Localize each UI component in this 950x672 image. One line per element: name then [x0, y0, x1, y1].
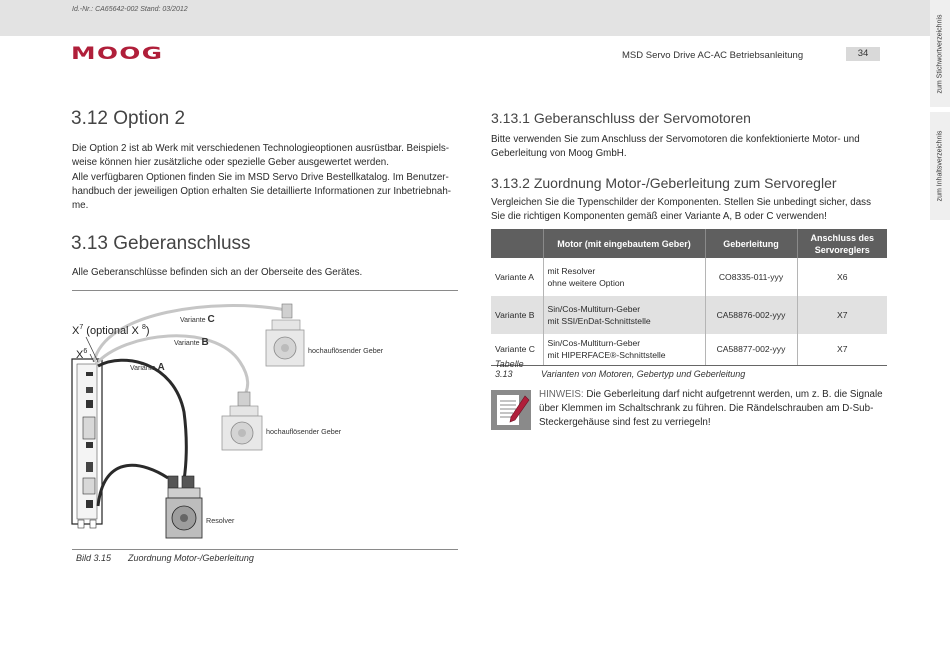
- label-encoder-1: hochauflösender Geber: [308, 346, 384, 355]
- label-x7: $X^7$ (optional X $^8$): [72, 324, 150, 337]
- heading-option-2: 3.12 Option 2: [71, 108, 186, 129]
- cable-cell: CO8335-011-yyy: [705, 258, 797, 296]
- figure-caption: [76, 553, 254, 563]
- tab-keyword-index[interactable]: [930, 0, 950, 107]
- heading-geberanschluss: 3.13 Geberanschluss: [71, 233, 251, 254]
- variant-cell: Variante A: [491, 258, 543, 296]
- cable-cell: CA58876-002-yyy: [705, 296, 797, 334]
- motor-cell: mit Resolver ohne weitere Option: [543, 258, 705, 296]
- table-caption-text: Varianten von Motoren, Gebertyp und Geberleitung: [541, 369, 746, 379]
- variant-cell: Variante C: [491, 334, 543, 365]
- table-row: [491, 258, 887, 296]
- table-header-row: [491, 229, 887, 258]
- heading-geberanschluss-servomotoren: 3.13.1 Geberanschluss der Servomotoren: [491, 110, 751, 126]
- moog-logo: MOOG: [71, 44, 164, 64]
- label-variante-b: Variante B: [174, 337, 209, 348]
- figure-caption-text: Zuordnung Motor-/Geberleitung: [128, 553, 254, 563]
- table-header-cell: [491, 229, 543, 258]
- motor-cell: Sin/Cos-Multiturn-Geber mit SSI/EnDat-Schnittstelle: [543, 296, 705, 334]
- label-variante-c: Variante C: [180, 314, 215, 325]
- variants-table: [491, 229, 887, 366]
- page-number: 34: [846, 47, 880, 61]
- label-encoder-2: hochauflösender Geber: [266, 427, 342, 436]
- motor-cell: Sin/Cos-Multiturn-Geber mit HIPERFACE®-Schnittstelle: [543, 334, 705, 365]
- label-x6: $X^6$: [76, 348, 88, 361]
- encoder-motor-b: [222, 392, 262, 450]
- table-header-cell: Motor (mit eingebautem Geber): [543, 229, 705, 258]
- note-body: Die Geberleitung darf nicht aufgetrennt werden, um z. B. die Signale über Klemmen im Schaltschrank zu führen. Die Rändelschrauben am D-Sub-Steckergehäuse sind fest zu verriegeln!: [539, 389, 883, 428]
- encoder-connection-diagram: [64, 292, 458, 547]
- note-keyword: HINWEIS:: [539, 389, 584, 400]
- port-cell: X7: [797, 334, 887, 365]
- tab-table-of-contents-label: zum Inhaltsverzeichnis: [936, 130, 944, 202]
- cable-cell: CA58877-002-yyy: [705, 334, 797, 365]
- heading-zuordnung: 3.13.2 Zuordnung Motor-/Geberleitung zum Servoregler: [491, 175, 837, 191]
- zuordnung-paragraph: Vergleichen Sie die Typenschilder der Komponenten. Stellen Sie unbedingt sicher, dass Sie die richtigen Komponenten gemäß einer Variante A, B oder C verwenden!: [491, 197, 871, 222]
- note-icon: [491, 390, 531, 430]
- resolver-motor: [166, 476, 202, 538]
- table-header-cell: Geberleitung: [705, 229, 797, 258]
- manual-title: MSD Servo Drive AC-AC Betriebsanleitung: [622, 50, 804, 61]
- port-cell: X6: [836, 272, 848, 282]
- note-text: [539, 388, 889, 430]
- table-row: [491, 296, 887, 334]
- geberanschluss-paragraph: Alle Geberanschlüsse befinden sich an der Oberseite des Gerätes.: [72, 267, 363, 278]
- option-2-paragraph-2: Alle verfügbaren Optionen finden Sie im MSD Servo Drive Bestellkatalog. Im Benutzer-handbuch der jeweiligen Option erhalten Sie detaillierte Informationen zur Inbetriebnah-me.: [72, 172, 452, 211]
- figure-caption-id: Bild 3.15: [76, 553, 112, 563]
- servomotoren-paragraph: Bitte verwenden Sie zum Anschluss der Servomotoren die konfektionierte Motor- und Geberleitung von Moog GmbH.: [491, 134, 860, 159]
- label-resolver: Resolver: [206, 516, 235, 525]
- encoder-motor-c: [266, 304, 304, 366]
- table-caption: [495, 359, 745, 379]
- table-caption-id: Tabelle 3.13: [495, 359, 524, 379]
- figure-top-rule: [72, 290, 458, 291]
- cable-variante-a: [98, 360, 186, 480]
- cable-resolver-motor: [98, 465, 168, 506]
- tab-table-of-contents[interactable]: [930, 112, 950, 220]
- figure-bottom-rule: [72, 549, 458, 550]
- option-2-paragraph-1: Die Option 2 ist ab Werk mit verschiedenen Technologieoptionen ausrüstbar. Beispiels-weise können hier zusätzliche oder spezielle Geber ausgewertet werden.: [72, 143, 450, 168]
- variant-cell: Variante B: [491, 296, 543, 334]
- tab-keyword-index-label: zum Stichwortverzeichnis: [936, 14, 944, 93]
- document-id: Id.-Nr.: CA65642-002 Stand: 03/2012: [72, 6, 188, 13]
- table-header-cell: Anschluss des Servoreglers: [797, 229, 887, 258]
- port-cell: X7: [797, 296, 887, 334]
- label-variante-a: Variante A: [130, 362, 165, 373]
